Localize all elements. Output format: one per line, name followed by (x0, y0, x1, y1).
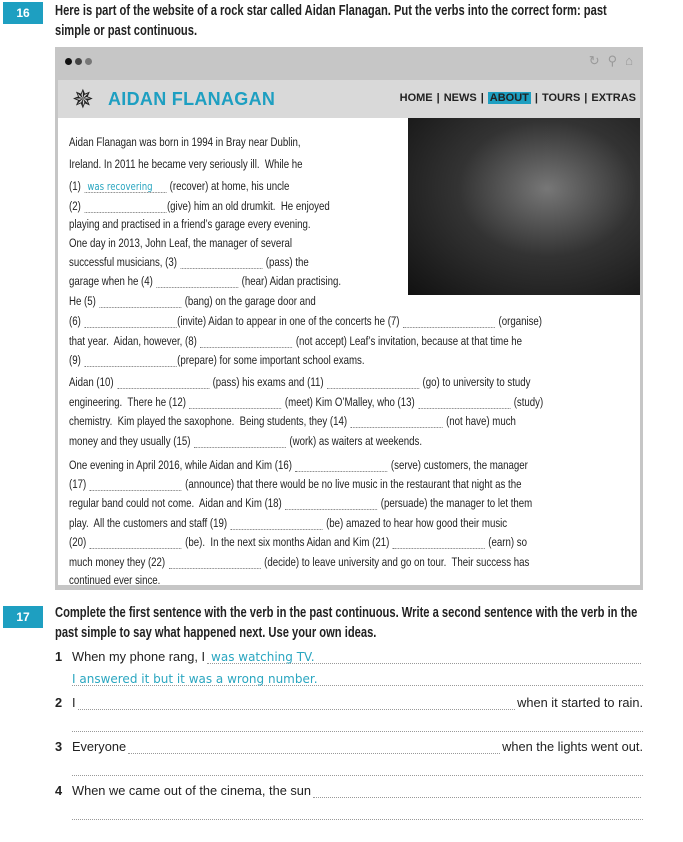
item-number: 2 (55, 695, 63, 710)
text-segment: (serve) customers, the manager (388, 458, 528, 472)
text-segment: garage when he (4) (69, 274, 156, 288)
item-number: 1 (55, 649, 63, 664)
text-line (69, 532, 527, 549)
text-line (69, 196, 330, 213)
text-segment: (pass) the (263, 255, 309, 269)
answer-blank[interactable] (156, 274, 238, 288)
text-segment: (9) (69, 353, 84, 367)
site-nav (400, 92, 636, 104)
answer-blank[interactable] (90, 477, 182, 491)
text-line (69, 311, 542, 328)
home-icon[interactable]: ⌂ (625, 53, 633, 68)
text-line (69, 252, 309, 269)
item-prompt: When my phone rang, I (72, 649, 206, 664)
text-segment: Ireland. In 2011 he became very seriously ill. While he (69, 157, 303, 171)
answer-blank[interactable] (403, 314, 495, 328)
text-segment: (meet) Kim O’Malley, who (13) (282, 395, 418, 409)
text-line (69, 455, 528, 472)
text-line (69, 154, 303, 171)
exercise-item (55, 646, 643, 664)
text-line (69, 372, 531, 389)
text-segment: (pass) his exams and (11) (209, 375, 327, 389)
answer-blank[interactable] (180, 255, 262, 269)
text-line (69, 493, 532, 510)
drummer-photo (408, 118, 640, 295)
text-segment: He (5) (69, 294, 99, 308)
answer-blank[interactable] (327, 375, 419, 389)
text-line (69, 552, 529, 569)
text-line (69, 350, 365, 367)
website-mockup (55, 47, 643, 590)
reload-icon[interactable]: ↻ (588, 53, 600, 68)
text-segment: money and they usually (15) (69, 434, 194, 448)
answer-blank[interactable] (84, 353, 176, 367)
nav-extras[interactable]: EXTRAS (591, 92, 636, 104)
answer-line[interactable] (128, 740, 500, 754)
text-segment: (earn) so (485, 535, 527, 549)
site-content (58, 118, 640, 585)
text-segment: (1) (69, 179, 84, 193)
text-segment: engineering. There he (12) (69, 395, 189, 409)
item-number: 4 (55, 783, 63, 798)
answer-blank[interactable] (194, 434, 286, 448)
text-segment: (bang) on the garage door and (182, 294, 316, 308)
text-segment: (be). In the next six months Aidan and Kim (21) (182, 535, 392, 549)
answer-blank[interactable] (99, 294, 181, 308)
item-prompt: When we came out of the cinema, the sun (72, 783, 312, 798)
text-segment: (20) (69, 535, 89, 549)
handwritten-answer: was watching TV. (211, 650, 315, 664)
text-segment: (hear) Aidan practising. (238, 274, 342, 288)
answer-text: was recovering (87, 180, 153, 193)
dot-icon (65, 58, 72, 65)
text-segment: (6) (69, 314, 84, 328)
exercise-number-badge: 17 (3, 606, 43, 628)
text-segment: (prepare) for some important school exams. (177, 353, 365, 367)
text-segment: (study) (511, 395, 544, 409)
text-segment: (announce) that there would be no live music in the restaurant that night as the (182, 477, 522, 491)
text-segment: (17) (69, 477, 89, 491)
nav-separator: | (436, 92, 440, 104)
site-brand[interactable]: AIDAN FLANAGAN (108, 89, 276, 109)
text-segment: (invite) Aidan to appear in one of the concerts he (7) (177, 314, 403, 328)
nav-separator: | (534, 92, 538, 104)
text-segment: much money they (22) (69, 555, 168, 569)
answer-blank[interactable] (200, 334, 292, 348)
text-segment: One evening in April 2016, while Aidan and Kim (16) (69, 458, 295, 472)
browser-toolbar (55, 47, 643, 80)
item-prompt: I (72, 695, 76, 710)
text-segment: successful musicians, (3) (69, 255, 180, 269)
star-icon: ✵ (72, 84, 94, 114)
text-segment: Aidan (10) (69, 375, 117, 389)
answer-line[interactable] (78, 696, 516, 710)
item-ending: when it started to rain. (517, 695, 643, 710)
exercise-number-badge: 16 (3, 2, 43, 24)
text-line (69, 513, 507, 530)
dot-icon (85, 58, 92, 65)
exercise-instruction: Here is part of the website of a rock star called Aidan Flanagan. Put the verbs into the correct form: past simple or past continuous. (55, 3, 607, 39)
text-line (69, 331, 522, 348)
nav-tours[interactable]: TOURS (541, 92, 581, 104)
text-segment: (organise) (495, 314, 543, 328)
answer-blank[interactable] (351, 414, 443, 428)
answer-blank[interactable] (84, 199, 166, 213)
exercise-item (55, 692, 643, 710)
text-segment: continued ever since. (69, 573, 161, 585)
text-segment: regular band could not come. Aidan and Kim (18) (69, 496, 285, 510)
text-segment: (recover) at home, his uncle (166, 179, 290, 193)
dot-icon (75, 58, 82, 65)
second-sentence-line[interactable] (72, 714, 643, 732)
text-line (69, 291, 316, 308)
text-line (69, 132, 301, 149)
answer-blank[interactable] (295, 458, 387, 472)
search-icon[interactable]: ⚲ (607, 53, 618, 68)
answer-blank[interactable] (231, 516, 323, 530)
answer-blank[interactable] (117, 375, 209, 389)
text-line (69, 214, 311, 231)
text-segment: (give) him an old drumkit. He enjoyed (166, 199, 330, 213)
second-sentence-line[interactable] (72, 668, 643, 686)
text-segment: that year. Aidan, however, (8) (69, 334, 200, 348)
answer-blank[interactable] (90, 535, 182, 549)
text-segment: (be) amazed to hear how good their music (323, 516, 508, 530)
answer-blank[interactable] (84, 179, 166, 193)
text-segment: One day in 2013, John Leaf, the manager of several (69, 236, 292, 250)
exercise-item (55, 736, 643, 754)
item-ending: when the lights went out. (502, 739, 643, 754)
nav-separator: | (584, 92, 588, 104)
text-segment: chemistry. Kim played the saxophone. Being students, they (14) (69, 414, 350, 428)
exercise-instruction: Complete the first sentence with the verb in the past continuous. Write a second sentence with the verb in the past simple to say what happened next. Use your own ideas. (55, 605, 638, 641)
text-segment: (2) (69, 199, 84, 213)
text-line (69, 176, 289, 193)
handwritten-answer: I answered it but it was a wrong number. (72, 672, 318, 686)
nav-about[interactable]: ABOUT (489, 92, 529, 104)
text-line (69, 431, 422, 448)
nav-home[interactable]: HOME (399, 92, 433, 104)
second-sentence-line[interactable] (72, 758, 643, 776)
nav-separator: | (480, 92, 484, 104)
answer-line[interactable] (313, 784, 641, 798)
text-segment: (not have) much (443, 414, 516, 428)
text-segment: (work) as waiters at weekends. (286, 434, 423, 448)
text-segment: (persuade) the manager to let them (378, 496, 533, 510)
text-line (69, 392, 543, 409)
answer-blank[interactable] (285, 496, 377, 510)
answer-blank[interactable] (418, 395, 510, 409)
exercise-item (55, 780, 643, 798)
answer-blank[interactable] (393, 535, 485, 549)
answer-blank[interactable] (189, 395, 281, 409)
text-line (69, 411, 516, 428)
text-segment: Aidan Flanagan was born in 1994 in Bray near Dublin, (69, 135, 301, 149)
site-header (58, 80, 640, 118)
window-dots (65, 58, 92, 65)
text-segment: (go) to university to study (419, 375, 531, 389)
text-segment: (not accept) Leaf’s invitation, because at that time he (293, 334, 523, 348)
text-segment: play. All the customers and staff (19) (69, 516, 230, 530)
text-line (69, 271, 341, 288)
nav-news[interactable]: NEWS (443, 92, 477, 104)
text-line (69, 233, 292, 250)
text-line (69, 474, 521, 491)
item-number: 3 (55, 739, 63, 754)
answer-blank[interactable] (169, 555, 261, 569)
item-prompt: Everyone (72, 739, 127, 754)
text-segment: playing and practised in a friend’s garage every evening. (69, 217, 311, 231)
answer-blank[interactable] (84, 314, 176, 328)
text-segment: (decide) to leave university and go on tour. Their success has (261, 555, 530, 569)
second-sentence-line[interactable] (72, 802, 643, 820)
text-line (69, 570, 160, 585)
answer-line[interactable] (207, 650, 641, 664)
